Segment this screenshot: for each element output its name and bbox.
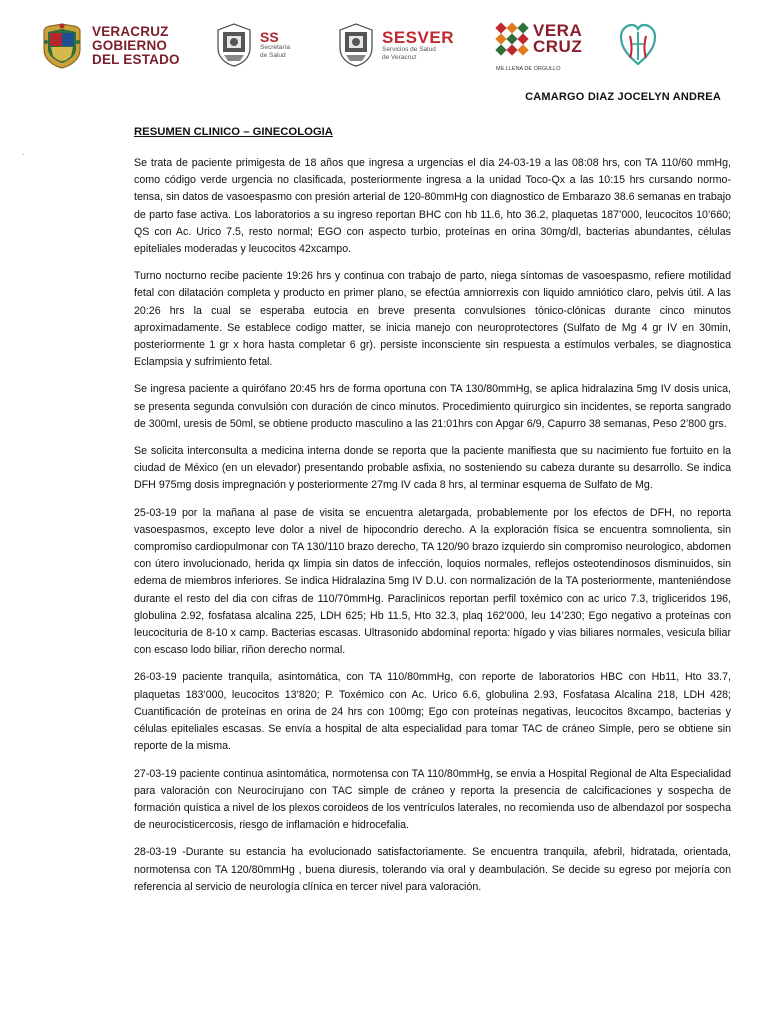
vc-line2: CRUZ	[533, 37, 583, 56]
ss-line2: de Salud	[260, 52, 286, 59]
veracruz-logo-line2: GOBIERNO	[92, 38, 168, 53]
heart-emblem-icon	[618, 22, 658, 68]
ss-line1: Secretaría	[260, 44, 290, 51]
veracruz-coat-of-arms-icon	[40, 22, 84, 70]
document-title: RESUMEN CLINICO – GINECOLOGIA	[134, 126, 333, 138]
sesver-line2: de Veracruz	[382, 53, 417, 61]
paragraph-surgery: Se ingresa paciente a quirófano 20:45 hrs de forma oportuna con TA 130/80mmHg, se aplica hidralazina 5mg IV dosis unica, se presenta segunda convulsión con duración de cinco minutos. Procedimiento quirurgico sin incidentes, se reporta sangrado de 300ml, uresis de 50ml, se obtiene producto masculino a las 21:01hrs con Apgar 6/9, Capurro 38 semanas, Peso 2’800 grs.	[134, 383, 731, 430]
sesver-line1: Servicios de Salud	[382, 45, 436, 53]
paragraph-day-26: 26-03-19 paciente tranquila, asintomática, con TA 110/80mmHg, con reporte de laboratorios HBC con Hb11, Hto 33.7, plaquetas 183’000, leucocitos 13’820; P. Toxémico con Ac. Urico 6.6, globulina 2.93, Fosfatasa Alcalina 218, LDH 428; Cuantificación de proteínas en orina de 24 hrs con 100mg; Ego con proteínas negativas, leucocitos 8xcampo, bacterias y células epiteliales escasas. Se envía a hospital de alta especialidad para tomar TAC de cráneo Simple, pero se obtiene sin reporte de la misma.	[134, 671, 731, 753]
veracruz-logo-line1: VERACRUZ	[92, 24, 169, 39]
patient-name: CAMARGO DIAZ JOCELYN ANDREA	[525, 91, 721, 103]
vc-tagline: ME LLENA DE ORGULLO	[496, 66, 561, 72]
veracruz-government-logo	[40, 22, 180, 70]
mexico-seal-icon	[214, 22, 254, 68]
ss-mark: SS	[260, 29, 279, 45]
sesver-mark: SESVER	[382, 27, 454, 47]
secretaria-de-salud-logo	[214, 22, 290, 68]
paragraph-night-shift: Turno nocturno recibe paciente 19:26 hrs y continua con trabajo de parto, niega síntomas de vasoespasmo, refiere motilidad fetal con dilatación completa y producto en primer plano, se efectúa amniorrexis con liquido amniótico claro, pelvis útil. A las 20:26 hrs la cual se esperaba eutocia en breve presenta convulsiones tónico-clónicas durante cinco minutos aproximadamente. Se establece codigo matter, se inicia manejo con neuroprotectores (Sulfato de Mg 4 gr IV en 30min, posteriormente 1 gr x hora hasta completar 6 gr). persiste inconsciente sin respuesta a estímulos verbales, se diagnostica Eclampsia y sufrimiento fetal.	[134, 270, 731, 369]
paragraph-internal-medicine: Se solicita interconsulta a medicina interna donde se reporta que la paciente manifiesta que su nacimiento fue fortuito en la ciudad de México (en un elevador) presentando probable asfixia, no sosteniendo su cabeza durante su desarrollo. Se indica DFH 975mg dosis impregnación y posteriormente 27mg IV cada 8 hrs, al terminar esquema de Sulfato de Mg.	[134, 445, 731, 492]
mexico-seal-icon	[336, 22, 376, 68]
veracruz-brand-logo	[495, 22, 582, 56]
vc-line1: VERA	[533, 21, 583, 40]
veracruz-logo-line3: DEL ESTADO	[92, 52, 180, 67]
flower-pattern-icon	[495, 22, 529, 56]
margin-mark: .	[22, 148, 25, 157]
paragraph-admission: Se trata de paciente primigesta de 18 años que ingresa a urgencias el día 24-03-19 a las 08:08 hrs, con TA 110/60 mmHg, como código verde urgencia no clasificada, posteriormente ingresa a la unidad Toco-Qx a las 10:15 hrs cursando normo-tensa, sin datos de vasoespasmo con presión arterial de 120-80mmHg con diagnostico de Embarazo 38.6 semanas en trabajo de parto fase activa. Los laboratorios a su ingreso reportan BHC con hb 11.6, hto 36.2, plaquetas 187’000, leucocitos 10’660; QS con Ac. Urico 7.5, resto normal; EGO con aspecto turbio, proteínas en orina 30mg/dl, bacterias abundantes, células epiteliales moderadas y leucocitos 42xcampo.	[134, 157, 731, 256]
clinical-summary	[134, 126, 731, 906]
paragraph-day-28: 28-03-19 -Durante su estancia ha evolucionado satisfactoriamente. Se encuentra tranquila, afebril, hidratada, orientada, normotensa con TA 120/80mmHg , buena diuresis, tolerando via oral y deambulación. Se decide su egreso por mejoría con referencia al servicio de neurología clínica en tercer nivel para valoración.	[134, 846, 731, 893]
header-logos	[40, 22, 730, 74]
paragraph-day-27: 27-03-19 paciente continua asintomática, normotensa con TA 110/80mmHg, se envia a Hospital Regional de Alta Especialidad para valoración con Neurocirujano con TAC simple de cráneo y reporta la presencia de calcificaciones y sospecha de formación quística a nivel de los plexos coroideos de los ventrículos laterales, no recomienda uso de albendazol por sospecha de neurocisticercosis, riesgo de inflamación e hidrocefalia.	[134, 767, 731, 832]
sesver-logo	[336, 22, 454, 68]
paragraph-day-25: 25-03-19 por la mañana al pase de visita se encuentra aletargada, probablemente por los efectos de DFH, no reporta vasoespasmos, excepto leve dolor a nivel de hipocondrio derecho. A la exploración física se encuentra somnolienta, sin compromiso cardiopulmonar con TA 130/110 brazo derecho, TA 120/90 brazo izquierdo sin compromiso neurologico, abdomen con útero involucionado, herida qx limpia sin datos de infección, loquios normales, reflejos osteotendinosos disminuidos, sin edema de miembros inferiores. Se indica Hidralazina 5mg IV D.U. con normalización de la TA posteriormente, manteniéndose durante el resto del dia con cifras de 110/70mmHg. Paraclinicos reportan perfil toxémico con ac urico 7.3, trigliceridos 196, globulina 2.92, fosfatasa alcalina 225, LDH 625; Hb 11.5, Hto 32.3, plaq 162’000, leu 14’230; Ego negativo a proteínas con leucocituria de 8-10 x camp. Bacterias escasas. Ultrasonido abdominal reporta: hígado y vias biliares normales, vesicula biliar con escaso lodo biliar, riñon derecho normal.	[134, 506, 731, 657]
